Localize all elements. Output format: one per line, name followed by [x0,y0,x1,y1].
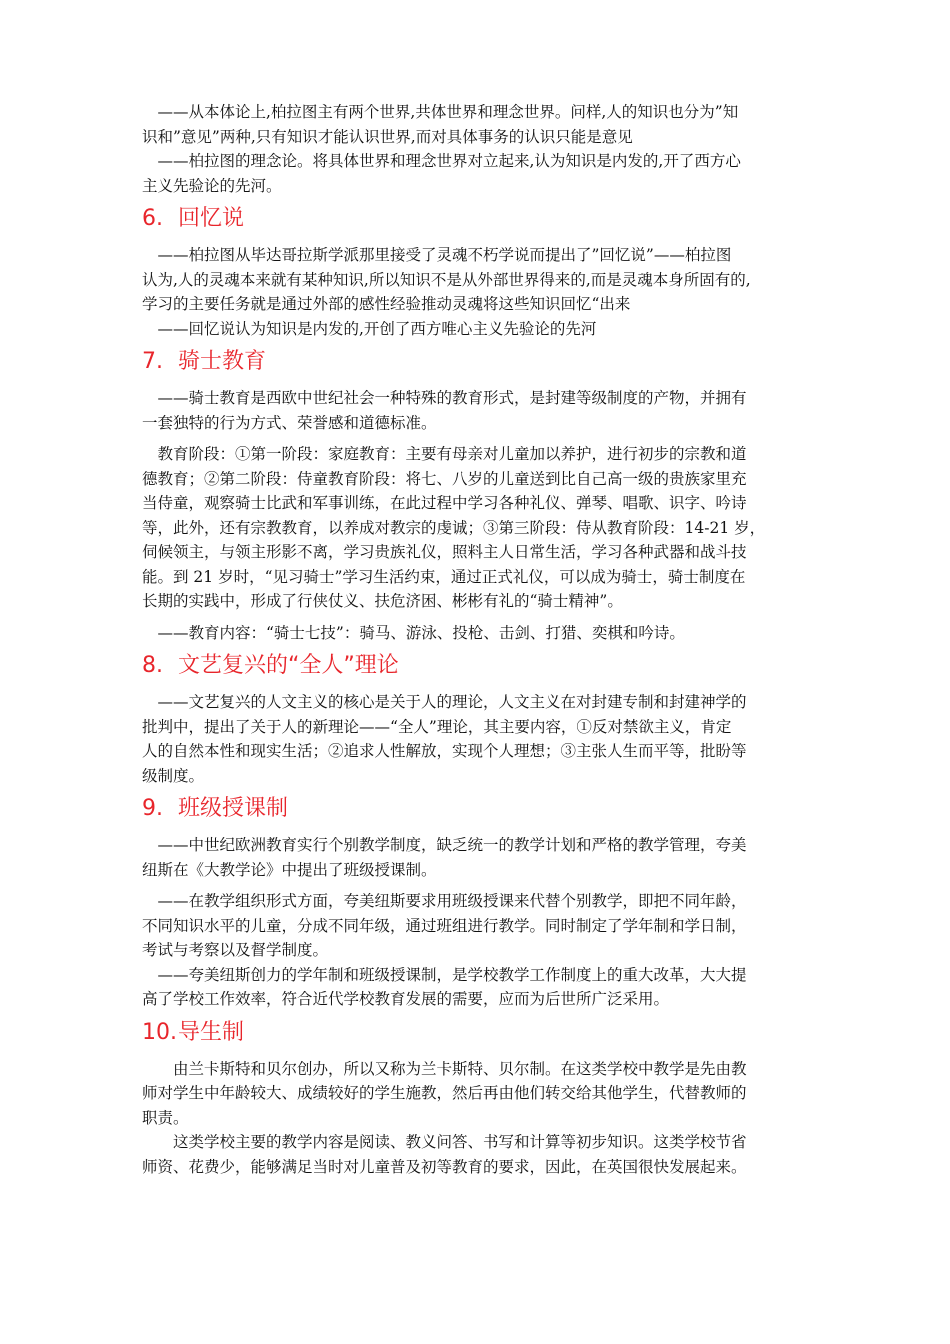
section-number: 10. [142,1019,177,1045]
section-9-paragraph-1: ——中世纪欧洲教育实行个别教学制度，缺乏统一的教学计划和严格的教学管理，夸美 纽斯在《大教学论》中提出了班级授课制。 [142,836,747,879]
section-title: 导生制 [178,1019,245,1045]
section-title: 文艺复兴的“全人”理论 [178,653,399,678]
section-8-paragraph-1: ——文艺复兴的人文主义的核心是关于人的理论，人文主义在对封建专制和封建神学的 批判中，提出了关于人的新理论——“全人”理论，其主要内容，①反对禁欲主义，肯定 人的自然本性和现实生活；②追求人性解放，实现个人理想；③主张人生而平等，批盼等 级制度。 [142,693,747,785]
document-page [142,100,832,1179]
section-title: 班级授课制 [178,796,289,821]
section-number: 7. [142,349,163,374]
section-heading-7 [142,347,832,377]
section-number: 8. [142,653,163,678]
section-7-paragraph-1: ——骑士教育是西欧中世纪社会一种特殊的教育形式，是封建等级制度的产物，并拥有 一套独特的行为方式、荣誉感和道德标准。 [142,389,747,432]
intro-paragraph-2: ——柏拉图的理念论。将具体世界和理念世界对立起来,认为知识是内发的,开了西方心 主义先验论的先河。 [142,152,741,195]
section-heading-10 [142,1018,832,1048]
section-10-paragraph-1: 由兰卡斯特和贝尔创办，所以又称为兰卡斯特、贝尔制。在这类学校中教学是先由教 师对学生中年龄较大、成绩较好的学生施教，然后再由他们转交给其他学生，代替教师的 职责。 这类学校主要的教学内容是阅读、教义问答、书写和计算等初步知识。这类学校节省 师资、花费少，能够满足当时对儿童普及初等教育的要求，因此，在英国很快发展起来。 [142,1059,747,1176]
section-6-paragraph-2: ——回忆说认为知识是内发的,开创了西方唯心主义先验论的先河 [142,319,597,338]
section-heading-6 [142,204,832,234]
section-6-paragraph-1: ——柏拉图从毕达哥拉斯学派那里接受了灵魂不朽学说而提出了”回忆说”——柏拉图 认为,人的灵魂本来就有某种知识,所以知识不是从外部世界得来的,而是灵魂本身所固有的, 学习的主要任务就是通过外部的感性经验推动灵魂将这些知识回忆“出来 [142,246,751,313]
section-title: 回忆说 [178,206,245,231]
section-number: 6. [142,206,163,231]
section-7-paragraph-2: 教育阶段：①第一阶段：家庭教育：主要有母亲对儿童加以养护，进行初步的宗教和道 德教育；②第二阶段：侍童教育阶段：将七、八岁的儿童送到比自己高一级的贵族家里充 当侍童，观察骑士比武和军事训练，在此过程中学习各种礼仪、弹琴、唱歌、识字、吟诗 等，此外，还有宗教教育，以养成对教宗的虔诚；③第三阶段：侍从教育阶段：14-21 岁， 伺候领主，与领主形影不离，学习贵族礼仪，照料主人日常生活，学习各种武器和战斗技 能。到 21 岁时，“见习骑士”学习生活约束，通过正式礼仪，可以成为骑士，骑士制度在 长期的实践中，形成了行侠仗义、扶危济困、彬彬有礼的“骑士精神”。 [142,445,766,610]
section-heading-8 [142,651,832,681]
section-9-paragraph-2: ——在教学组织形式方面，夸美纽斯要求用班级授课来代替个别教学，即把不同年龄， 不同知识水平的儿童，分成不同年级，通过班组进行教学。同时制定了学年制和学日制， 考试与考察以及督学制度。 ——夸美纽斯创力的学年制和班级授课制，是学校教学工作制度上的重大改革，大大提 高了学校工作效率，符合近代学校教育发展的需要，应而为后世所广泛采用。 [142,892,747,1008]
section-number: 9. [142,796,163,821]
section-title: 骑士教育 [178,349,267,374]
intro-paragraph-1: ——从本体论上,柏拉图主有两个世界,共体世界和理念世界。问样,人的知识也分为”知 识和”意见”两种,只有知识才能认识世界,而对具体事务的认识只能是意见 [142,103,739,146]
section-heading-9 [142,794,832,824]
section-7-paragraph-3: ——教育内容：“骑士七技”：骑马、游泳、投枪、击剑、打猎、奕棋和吟诗。 [142,623,685,642]
